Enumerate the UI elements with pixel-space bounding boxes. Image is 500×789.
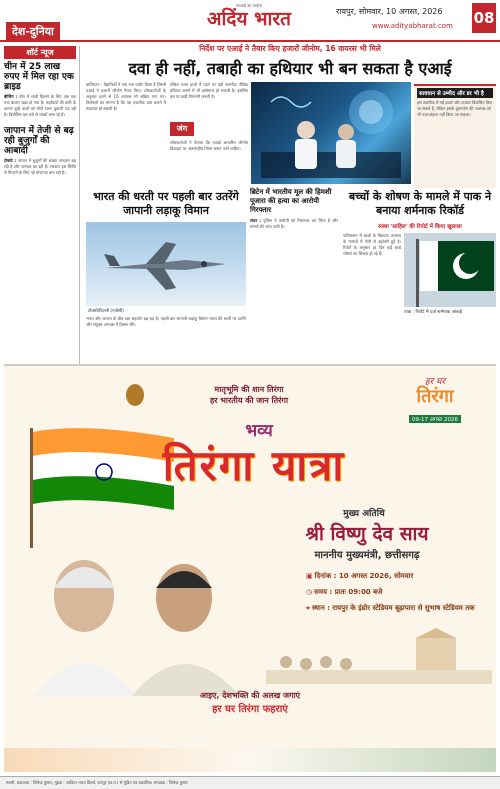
story-dateline: टोक्यो :	[4, 158, 16, 163]
short-news-label: शॉर्ट न्यूज	[4, 46, 76, 59]
rally-illustration	[266, 628, 492, 684]
lab-illustration	[251, 82, 411, 184]
uk-story	[250, 188, 338, 338]
ad-footer-line: हर घर तिरंगा फहराएं	[212, 704, 288, 715]
story-headline[interactable]: जापान में तेजी से बढ़ रही बुजुर्गों की आबादी	[4, 126, 74, 156]
event-time	[306, 588, 492, 597]
event-time-text: समय : प्रातः 09:00 बजे	[314, 588, 383, 596]
brand-date: 09-17 अगस्त 2026	[409, 415, 461, 423]
fighter-jet-photo	[86, 222, 246, 306]
event-venue-text: स्थान : रायपुर के इंडोर स्टेडियम बूढ़ापारा से सुभाष स्टेडियम तक	[311, 604, 475, 612]
jet-photo-caption: टोक्यो/दिल्ली (एजेंसी)	[88, 309, 124, 314]
tricolor-band	[4, 748, 496, 772]
masthead	[0, 0, 500, 42]
section-label: देश-दुनिया	[6, 22, 60, 41]
jung-label: जंग	[170, 122, 194, 136]
pakistan-flag-photo	[404, 233, 496, 307]
uk-story-text: पुलिस ने आरोपी को गिरफ्तार कर लिया है और मामले की जांच जारी है।	[250, 218, 338, 229]
lead-sidebar	[414, 84, 496, 188]
brand-top: हर घर	[424, 377, 446, 387]
ad-slogan	[154, 384, 344, 406]
calendar-icon: ▣	[306, 572, 313, 580]
jet-story-text: भारत और जापान के बीच रक्षा सहयोग बढ़ रहा है। पहली बार जापानी लड़ाकू विमान भारत की धरती पर उतरेंगे और संयुक्त अभ्यास में हिस्सा लेंगे।	[86, 316, 246, 327]
story-headline[interactable]: चीन में 25 लाख रुपए में मिल रहा एक ब्राइड	[4, 62, 74, 92]
dateline: रायपुर, सोमवार, 10 अगस्त, 2026	[336, 7, 443, 16]
story-dateline: बीजिंग :	[4, 94, 18, 99]
ad-footer-slogan	[4, 690, 496, 715]
ad-title: तिरंगा यात्रा	[162, 441, 346, 490]
story-body	[4, 158, 76, 176]
event-date-text: दिनांक : 10 अगस्त 2026, सोमवार	[314, 572, 414, 580]
lead-text-column: शोधकर्ताओं ने चेताया कि एआई आधारित जीनोम डिजाइन पर अंतरराष्ट्रीय नियम बनाए जाने चाहिए।	[170, 140, 248, 151]
website-link[interactable]: www.adityabharat.com	[372, 22, 453, 30]
uk-story-dateline: लंदन :	[250, 218, 262, 223]
ad-slogan-line: मातृभूमि की शान तिरंगा	[214, 385, 284, 394]
jet-story-headline[interactable]: भारत की धरती पर पहली बार उतरेंगे जापानी लड़ाकू विमान	[93, 190, 239, 217]
flag-icon	[404, 233, 496, 307]
newspaper-logo[interactable]	[190, 3, 308, 29]
chief-guest-name: श्री विष्णु देव साय	[305, 523, 429, 545]
page-number: 08	[472, 3, 496, 33]
har-ghar-tiranga-logo	[382, 374, 488, 423]
clock-icon: ◷	[306, 588, 313, 596]
tiranga-yatra-ad[interactable]	[4, 364, 496, 772]
leaders-photo	[24, 536, 254, 696]
child-story-text: पाकिस्तान में बच्चों के खिलाफ अपराध के मामलों में तेजी से बढ़ोतरी हुई है। रिपोर्ट के अनुसार हर दिन कई बच्चे शोषण का शिकार हो रहे हैं।	[343, 233, 401, 256]
logo-tagline: सच्चाई का आईना	[236, 3, 262, 8]
lead-text-column: लेकिन गलत हाथों में पड़ने पर यही तकनीक जैविक हथियार बनाने में भी इस्तेमाल हो सकती है। इसलिए इस पर कड़ी निगरानी जरूरी है।	[170, 82, 248, 99]
location-pin-icon: ⌖	[306, 604, 310, 612]
state-emblem-icon	[126, 384, 144, 406]
lab-photo	[251, 82, 411, 184]
imprint-line: स्वामी, प्रकाशक : जितेन्द्र कुमार, मुद्रक : आदित्य भारत प्रिंटर्स, रायपुर (छ.ग.) से मुद्रित एवं प्रकाशित। संपादक : जितेन्द्र कुमार	[0, 776, 500, 789]
jet-icon	[86, 222, 246, 306]
logo-text: अदिंय भारत	[206, 8, 292, 30]
story-text: चीन में शादी दिलाने के लिए अब एक नया बाजार खड़ा हो गया है। लड़कियों की कमी के कारण दूल्हे वालों को मोटी रकम चुकानी पड़ रही है। बिचौलिए इस धंधे से लाखों कमा रहे हैं।	[4, 94, 76, 117]
chief-guest-title: माननीय मुख्यमंत्री, छत्तीसगढ़	[314, 550, 420, 561]
uk-story-headline[interactable]: ब्रिटेन में भारतीय मूल की हिमशी पूजारा की हत्या का आरोपी गिरफ्तार	[250, 188, 332, 214]
chief-guest-label: मुख्य अतिथि	[343, 509, 385, 519]
sidebar-heading: सावधान से उम्मीद और डर भी है	[417, 88, 493, 98]
lead-text-column: वाशिंगटन : वैज्ञानिकों ने एक नया प्रयोग किया है जिसमें एआई ने हजारों जीनोम तैयार किए। शोधकर्ताओं के अनुसार इनमें से 16 वायरस भी सक्रिय पाए गए। विशेषज्ञों का मानना है कि यह तकनीक दवा बनाने में मददगार हो सकती है।	[86, 82, 166, 111]
event-venue	[306, 604, 492, 613]
child-story-subhead: संस्था 'साहिल' की रिपोर्ट में किया खुलासा	[378, 224, 462, 230]
uk-story-body	[250, 218, 338, 338]
sidebar-text: इस तकनीक से नई दवाएं और उपचार विकसित किए जा सकते हैं, लेकिन इसके दुरुपयोग की आशंका को भी नजरअंदाज नहीं किया जा सकता।	[417, 100, 493, 117]
brand-main: तिरंगा	[416, 386, 454, 407]
ad-bhavya: भव्य	[245, 421, 273, 441]
lead-strap: निर्देश पर एआई ने तैयार किए हजारों जीनोम, 16 वायरस भी मिले	[199, 44, 381, 53]
event-date	[306, 572, 492, 581]
lead-headline[interactable]: दवा ही नहीं, तबाही का हथियार भी बन सकता है एआई	[128, 59, 452, 78]
ad-footer-line: आइए, देशभक्ति की अलख जगाएं	[199, 691, 301, 700]
flag-photo-caption: पाक : रिपोर्ट में दर्ज शर्मनाक आंकड़े	[404, 310, 463, 315]
story-text: जापान में बुजुर्गों की संख्या लगातार बढ़ रही है और जन्मदर घट रही है। सरकार इस स्थिति से निपटने के लिए नई योजनाएं बना रही है।	[4, 158, 76, 175]
child-story-headline[interactable]: बच्चों के शोषण के मामले में पाक ने बनाया शर्मनाक रिकॉर्ड	[348, 190, 492, 217]
ad-slogan-line: हर भारतीय की जान तिरंगा	[209, 396, 289, 405]
story-body	[4, 94, 76, 118]
